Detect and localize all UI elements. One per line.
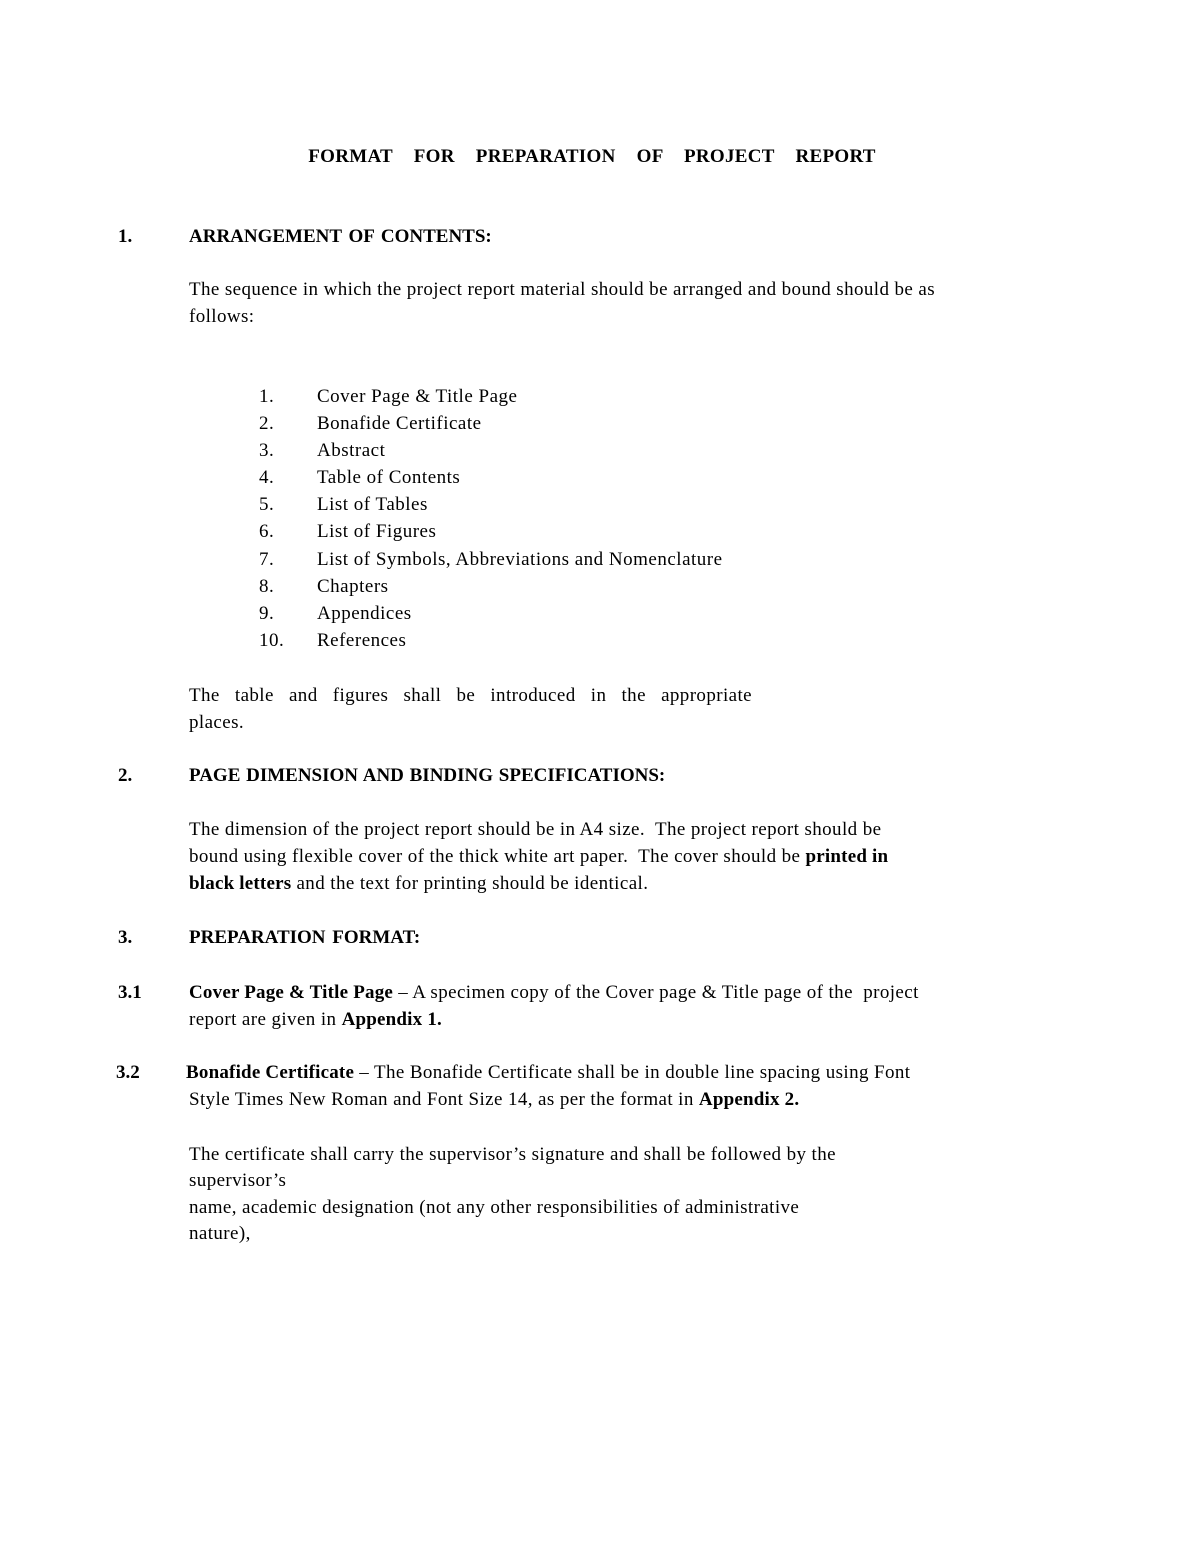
list-item: 2. Bonafide Certificate [259, 413, 482, 435]
list-item: 5. List of Tables [259, 494, 428, 516]
subsection-3-1-line-1: Cover Page & Title Page – A specimen copy of the Cover page & Title page of the project [189, 982, 919, 1003]
list-item: 8. Chapters [259, 575, 389, 597]
section-2-line-1: The dimension of the project report should be in A4 size. The project report should be [189, 819, 882, 840]
subsection-3-2-line-1: Bonafide Certificate – The Bonafide Certificate shall be in double line spacing using Font [186, 1062, 911, 1083]
list-item: 7. List of Symbols, Abbreviations and Nomenclature [259, 548, 723, 570]
subsection-3-2-para-line-2: supervisor’s [189, 1170, 287, 1191]
section-2-line-3: black letters and the text for printing should be identical. [189, 873, 649, 894]
list-item: 6. List of Figures [259, 521, 437, 543]
section-1-note-line-2: places. [189, 712, 245, 733]
list-item: 1. Cover Page & Title Page [259, 386, 518, 407]
list-item: 3. Abstract [259, 440, 386, 462]
section-1-intro-line-1: The sequence in which the project report material should be arranged and bound should be as [189, 279, 936, 300]
section-1-note-line-1: The table and figures shall be introduced in the appropriate [189, 685, 752, 706]
document-title: FORMAT FOR PREPARATION OF PROJECT REPORT [308, 146, 876, 167]
section-1-heading: ARRANGEMENT OF CONTENTS: [189, 226, 492, 247]
list-item: 10. References [259, 629, 407, 651]
list-item: 4. Table of Contents [259, 467, 461, 489]
section-2-line-2: bound using flexible cover of the thick white art paper. The cover should be printed in [189, 846, 889, 867]
section-1-intro-line-2: follows: [189, 306, 255, 327]
section-3-heading: PREPARATION FORMAT: [189, 927, 421, 948]
subsection-3-2-para-line-3: name, academic designation (not any other responsibilities of administrative [189, 1197, 800, 1218]
subsection-3-2-para-line-1: The certificate shall carry the supervisor’s signature and shall be followed by the [189, 1144, 836, 1165]
subsection-3-1-line-2: report are given in Appendix 1. [189, 1009, 442, 1030]
section-1-number: 1. [118, 226, 133, 247]
section-2-number: 2. [118, 765, 133, 786]
subsection-3-1-number: 3.1 [118, 982, 142, 1003]
subsection-3-2-number: 3.2 [116, 1062, 140, 1083]
subsection-3-2-line-2: Style Times New Roman and Font Size 14, as per the format in Appendix 2. [189, 1089, 800, 1110]
list-item: 9. Appendices [259, 602, 412, 624]
section-2-heading: PAGE DIMENSION AND BINDING SPECIFICATIONS: [189, 765, 666, 786]
contents-list [259, 383, 723, 654]
section-3-number: 3. [118, 927, 133, 948]
subsection-3-2-para-line-4: nature), [189, 1223, 251, 1244]
